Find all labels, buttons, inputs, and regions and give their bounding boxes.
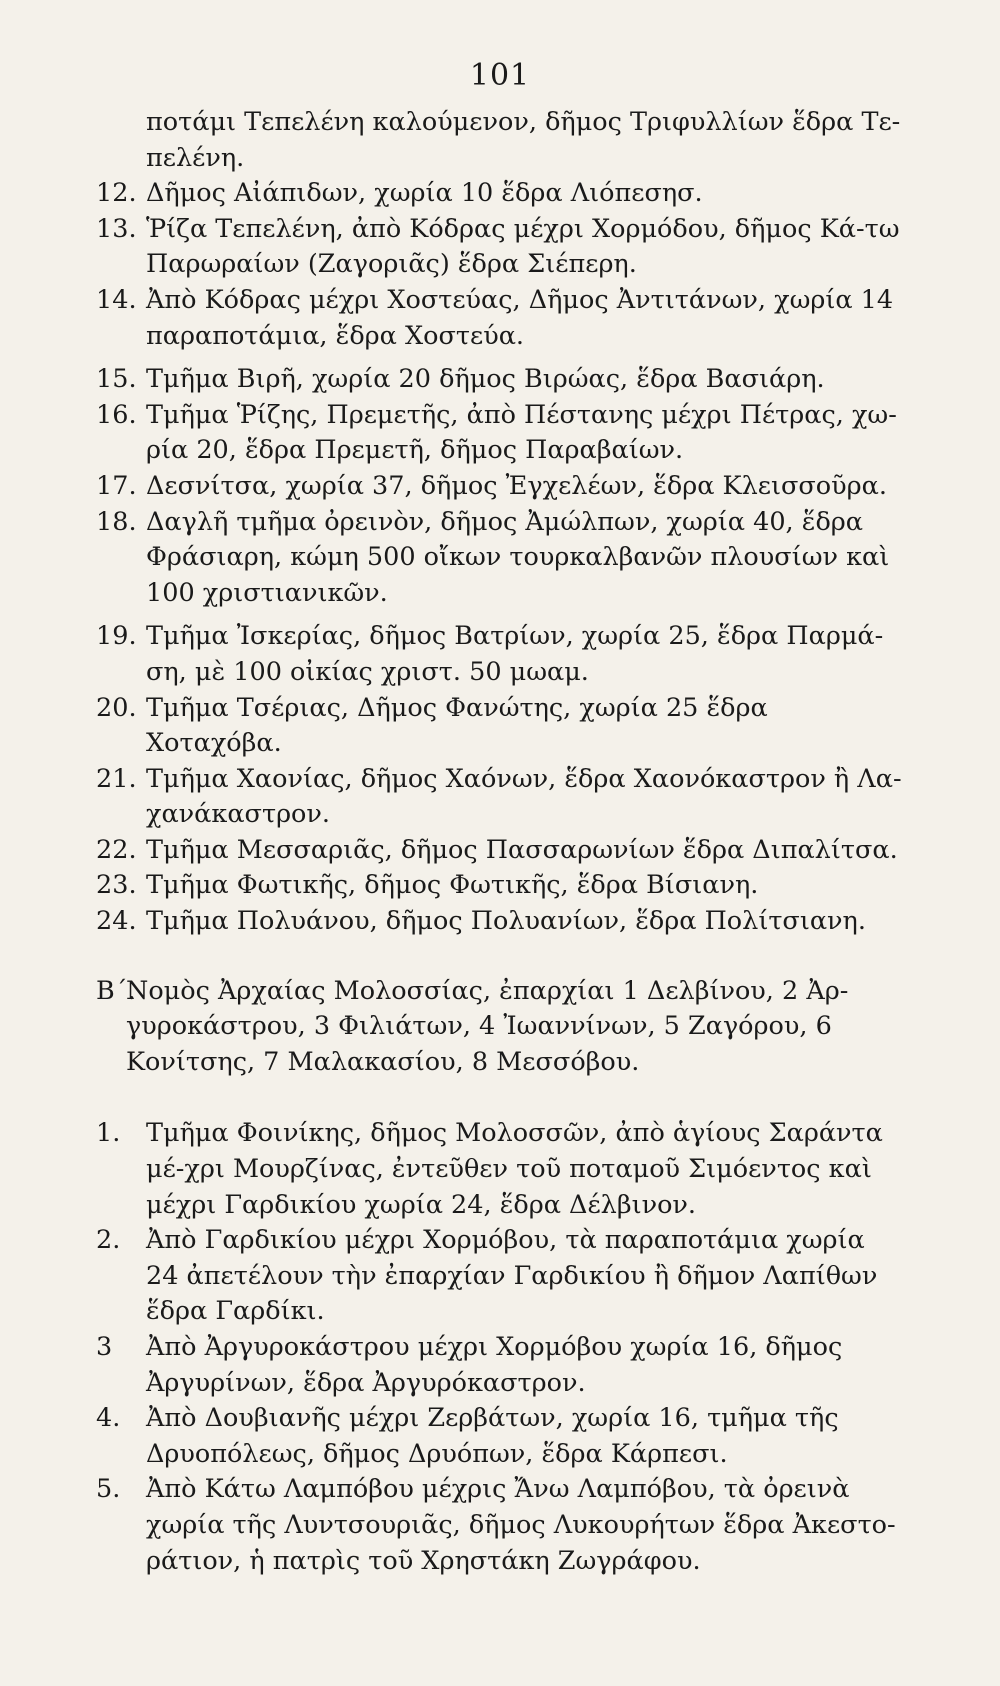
list-item <box>96 1116 904 1223</box>
item-number: 3 <box>96 1332 113 1362</box>
list-item <box>96 691 904 762</box>
item-text: Τμῆμα Βιρῆ, χωρία 20 δῆμος Βιρώας, ἕδρα Βασιάρη. <box>146 364 825 395</box>
list-item <box>96 1223 904 1330</box>
list-item <box>96 362 904 398</box>
item-number: 4. <box>96 1403 121 1434</box>
item-text: Ἀπὸ Κάτω Λαμπόβου μέχρις Ἄνω Λαμπόβου, τὰ ὀρεινὰ χωρία τῆς Λυντσουριᾶς, δῆμος Λυκουρήτων ἕδρα Ἀκεστο-ράτιον, ἡ πατρὶς τοῦ Χρηστάκη Ζωγράφου. <box>146 1474 896 1576</box>
intro-line: ποτάμι Τεπελένη καλούμενον, δῆμος Τριφυλλίων ἕδρα Τε- <box>146 107 901 137</box>
item-text: Ἀπὸ Γαρδικίου μέχρι Χορμόβου, τὰ παραποτάμια χωρία 24 ἀπετέλουν τὴν ἐπαρχίαν Γαρδικίου ἢ δῆμον Λαπίθων ἕδρα Γαρδίκι. <box>146 1225 878 1327</box>
item-text: Δῆμος Αἰάπιδων, χωρία 10 ἕδρα Λιόπεσησ. <box>146 178 703 209</box>
section-b-heading <box>96 974 904 1081</box>
list-item <box>96 505 904 612</box>
item-number: 2. <box>96 1225 121 1256</box>
item-number: 1. <box>96 1118 121 1149</box>
list-item <box>96 176 904 212</box>
list-item <box>96 868 904 904</box>
item-text: Τμῆμα Φωτικῆς, δῆμος Φωτικῆς, ἕδρα Βίσιανη. <box>146 870 759 901</box>
item-number: 22. <box>96 834 137 865</box>
item-text: Τμῆμα Τσέριας, Δῆμος Φανώτης, χωρία 25 ἕδρα Χοταχόβα. <box>146 692 768 759</box>
item-number: 20. <box>96 692 137 723</box>
section-text: Νομὸς Ἀρχαίας Μολοσσίας, ἐπαρχίαι 1 Δελβίνου, 2 Ἀρ-γυροκάστρου, 3 Φιλιάτων, 4 Ἰωαννίνων, 5 Ζαγόρου, 6 Κονίτσης, 7 Μαλακασίου, 8 Μεσσόβου. <box>126 975 849 1077</box>
item-text: Τμῆμα Ῥίζης, Πρεμετῆς, ἀπὸ Πέστανης μέχρι Πέτρας, χω-ρία 20, ἕδρα Πρεμετῆ, δῆμος Παραβαίων. <box>146 399 897 466</box>
item-text: Δαγλῆ τμῆμα ὀρεινὸν, δῆμος Ἀμώλπων, χωρία 40, ἕδρα Φράσιαρη, κώμη 500 οἴκων τουρκαλβανῶν πλουσίων καὶ 100 χριστιανικῶν. <box>146 506 890 608</box>
item-text: Τμῆμα Μεσσαριᾶς, δῆμος Πασσαρωνίων ἕδρα Διπαλίτσα. <box>146 834 898 865</box>
item-text: Τμῆμα Ἰσκερίας, δῆμος Βατρίων, χωρία 25, ἕδρα Παρμά-ση, μὲ 100 οἰκίας χριστ. 50 μωαμ. <box>146 621 884 687</box>
intro-line: πελένη. <box>146 142 245 173</box>
list-item <box>96 398 904 469</box>
item-text: Ἀπὸ Ἀργυροκάστρου μέχρι Χορμόβου χωρία 16, δῆμος Ἀργυρίνων, ἕδρα Ἀργυρόκαστρον. <box>146 1332 843 1398</box>
list-item <box>96 283 904 354</box>
list-item <box>96 762 904 833</box>
list-item <box>96 904 904 940</box>
item-number: 16. <box>96 399 137 430</box>
item-text: Ἀπὸ Δουβιανῆς μέχρι Ζερβάτων, χωρία 16, τμῆμα τῆς Δρυοπόλεως, δῆμος Δρυόπων, ἕδρα Κάρπεσι. <box>146 1403 839 1469</box>
list-item <box>96 1401 904 1472</box>
item-number: 17. <box>96 470 137 501</box>
item-text: Δεσνίτσα, χωρία 37, δῆμος Ἐγχελέων, ἕδρα Κλεισσοῦρα. <box>146 470 887 501</box>
item-number: 18. <box>96 506 137 537</box>
item-number: 14. <box>96 284 137 315</box>
item-number: 19. <box>96 621 137 652</box>
list-item <box>96 833 904 869</box>
item-text: Ῥίζα Τεπελένη, ἀπὸ Κόδρας μέχρι Χορμόδου, δῆμος Κά-τω Παρωραίων (Ζαγοριᾶς) ἕδρα Σιέπερη. <box>146 213 900 280</box>
list-item <box>96 469 904 505</box>
list-item <box>96 619 904 690</box>
list-item <box>96 1330 904 1401</box>
item-text: Τμῆμα Πολυάνου, δῆμος Πολυανίων, ἕδρα Πολίτσιανη. <box>146 906 866 937</box>
entry-list-part2 <box>96 1116 904 1579</box>
item-text: Τμῆμα Φοινίκης, δῆμος Μολοσσῶν, ἀπὸ ἁγίους Σαράντα μέ-χρι Μουρζίνας, ἐντεῦθεν τοῦ ποταμοῦ Σιμόεντος καὶ μέχρι Γαρδικίου χωρία 24, ἕδρα Δέλβινον. <box>146 1118 883 1220</box>
item-number: 13. <box>96 213 137 244</box>
section-number: Β΄. <box>96 975 136 1006</box>
item-number: 12. <box>96 178 137 209</box>
list-item <box>96 1472 904 1579</box>
page-number: 101 <box>469 58 531 93</box>
list-item <box>96 212 904 283</box>
item-text: Ἀπὸ Κόδρας μέχρι Χοστεύας, Δῆμος Ἀντιτάνων, χωρία 14 παραποτάμια, ἕδρα Χοστεύα. <box>146 284 894 351</box>
item-number: 24. <box>96 906 137 937</box>
item-text: Τμῆμα Χαονίας, δῆμος Χαόνων, ἕδρα Χαονόκαστρον ἢ Λα-χανάκαστρον. <box>146 763 902 830</box>
item-number: 23. <box>96 870 137 901</box>
item-number: 5. <box>96 1474 121 1505</box>
item-number: 15. <box>96 364 137 395</box>
intro-paragraph <box>96 105 904 176</box>
entry-list-part1 <box>96 176 904 939</box>
item-number: 21. <box>96 763 137 794</box>
